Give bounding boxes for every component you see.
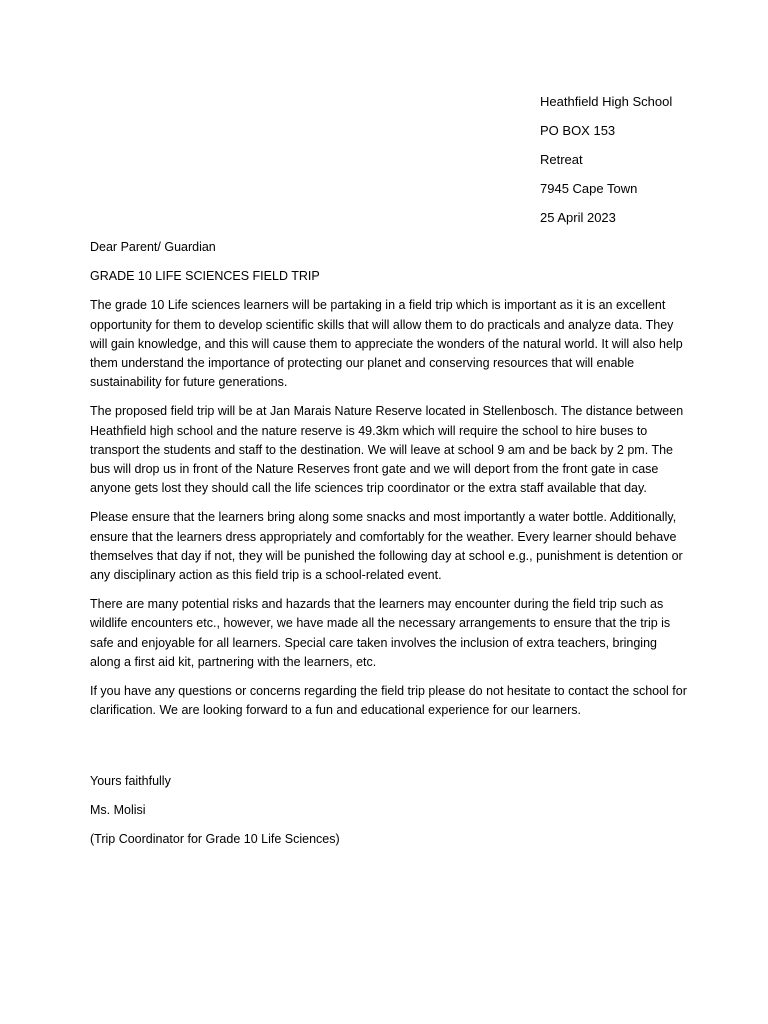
school-name: Heathfield High School: [540, 94, 673, 109]
signatory-name: Ms. Molisi: [90, 803, 146, 817]
postal-city: 7945 Cape Town: [540, 181, 638, 196]
salutation: Dear Parent/ Guardian: [90, 240, 216, 254]
paragraph-logistics: The proposed field trip will be at Jan Marais Nature Reserve located in Stellenbosch. The distance between Heathfield high school and the nature reserve is 49.3km which will require the school to hire buses to transport the students and staff to the destination. We will leave at school 9 am and be back by 2 pm. The bus will drop us in front of the Nature Reserves front gate and we will deport from the front gate in case anyone gets lost they should call the life sciences trip coordinator or the extra staff available that day.: [90, 404, 684, 496]
signatory-title: (Trip Coordinator for Grade 10 Life Sciences): [90, 832, 340, 846]
letter-heading: GRADE 10 LIFE SCIENCES FIELD TRIP: [90, 269, 320, 284]
po-box: PO BOX 153: [540, 123, 616, 138]
paragraph-requirements: Please ensure that the learners bring along some snacks and most importantly a water bottle. Additionally, ensure that the learners dress appropriately and comfortably for the weather. Every learner should behave themselves that day if not, they will be punished the following day at school e.g., punishment is detention or any disciplinary action as this field trip is a school-related event.: [90, 510, 683, 583]
sender-address: [540, 93, 760, 238]
letter-body: [90, 238, 688, 730]
paragraph-contact: If you have any questions or concerns regarding the field trip please do not hesitate to contact the school for clarification. We are looking forward to a fun and educational experience for our learners.: [90, 684, 687, 718]
letter-closing: [90, 772, 340, 859]
paragraph-safety: There are many potential risks and hazards that the learners may encounter during the field trip such as wildlife encounters etc., however, we have made all the necessary arrangements to ensure that the trip is safe and enjoyable for all learners. Special care taken involves the inclusion of extra teachers, bringing along a first aid kit, partnering with the learners, etc.: [90, 597, 671, 669]
suburb: Retreat: [540, 152, 583, 167]
signoff: Yours faithfully: [90, 774, 171, 788]
letter-date: 25 April 2023: [540, 210, 616, 225]
paragraph-purpose: The grade 10 Life sciences learners will be partaking in a field trip which is important as it is an excellent opportunity for them to develop scientific skills that will allow them to do practicals and analyze data. They will gain knowledge, and this will cause them to appreciate the wonders of the natural world. It will also help them understand the importance of protecting our planet and conserving resources that will enable sustainability for future generations.: [90, 298, 683, 390]
